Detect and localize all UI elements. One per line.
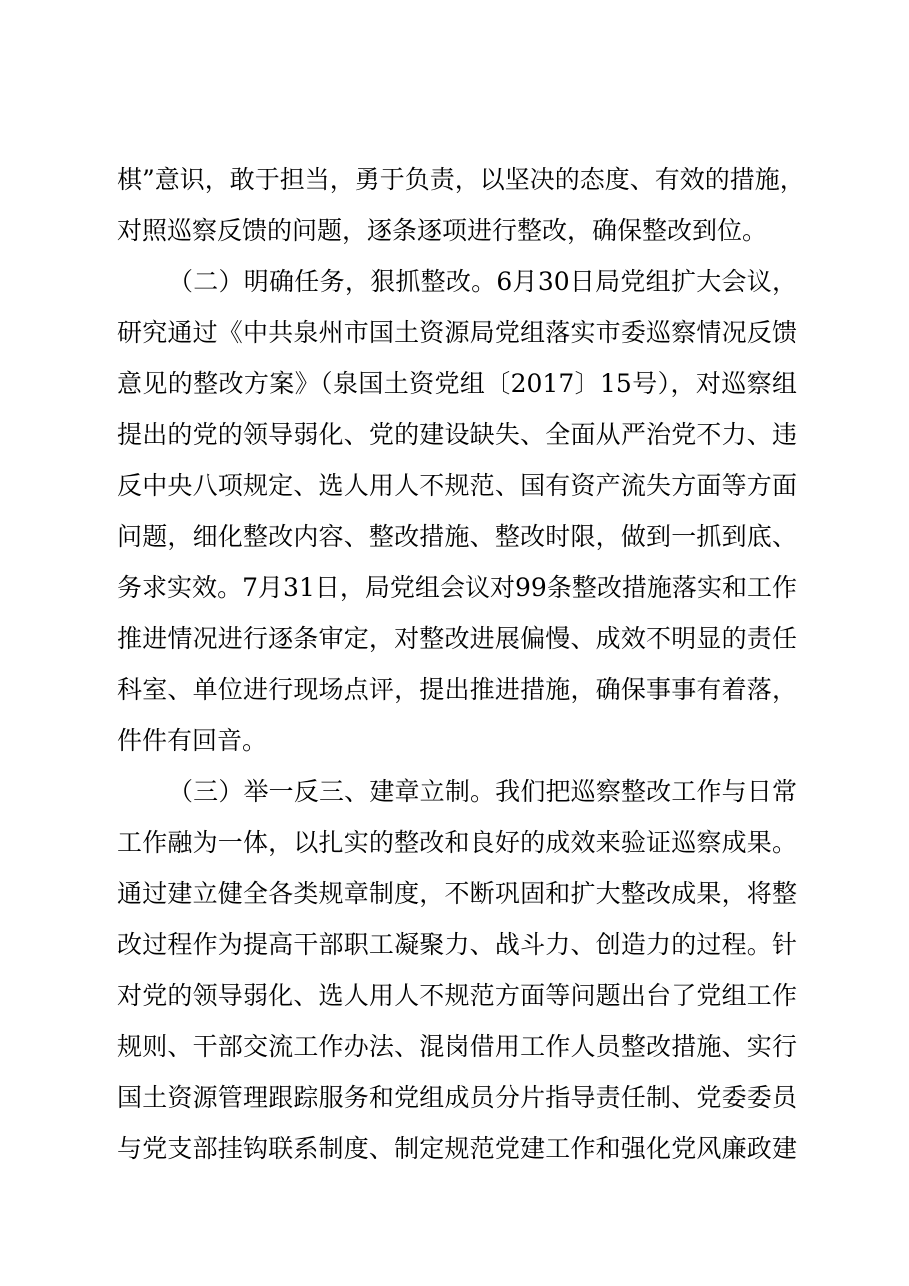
paragraph-line: 对照巡察反馈的问题，逐条逐项进行整改，确保整改到位。: [117, 216, 768, 245]
paragraph-line: 意见的整改方案》（泉国土资党组〔2017〕15号），对巡察组: [117, 369, 797, 398]
paragraph-line: 改过程作为提高干部职工凝聚力、战斗力、创造力的过程。针: [117, 930, 797, 959]
paragraph-line: （三）举一反三、建章立制。我们把巡察整改工作与日常: [168, 777, 797, 806]
paragraph-line: （二）明确任务，狠抓整改。6月30日局党组扩大会议，: [168, 267, 797, 296]
paragraph-line: 科室、单位进行现场点评，提出推进措施，确保事事有着落，: [117, 675, 797, 704]
paragraph-line: 研究通过《中共泉州市国土资源局党组落实市委巡察情况反馈: [117, 318, 797, 347]
paragraph-line: 推进情况进行逐条审定，对整改进展偏慢、成效不明显的责任: [117, 624, 797, 653]
paragraph-line: 规则、干部交流工作办法、混岗借用工作人员整改措施、实行: [117, 1032, 797, 1061]
paragraph-line: 工作融为一体，以扎实的整改和良好的成效来验证巡察成果。: [117, 828, 797, 857]
paragraph-line: 通过建立健全各类规章制度，不断巩固和扩大整改成果，将整: [117, 879, 797, 908]
paragraph-line: 反中央八项规定、选人用人不规范、国有资产流失方面等方面: [117, 471, 797, 500]
paragraph-line: 问题，细化整改内容、整改措施、整改时限，做到一抓到底、: [117, 522, 797, 551]
paragraph-line: 件件有回音。: [117, 726, 268, 755]
paragraph-line: 务求实效。7月31日，局党组会议对99条整改措施落实和工作: [117, 573, 797, 602]
paragraph-line: 棋”意识，敢于担当，勇于负责，以坚决的态度、有效的措施，: [117, 165, 805, 194]
paragraph-line: 国土资源管理跟踪服务和党组成员分片指导责任制、党委委员: [117, 1083, 797, 1112]
paragraph-line: 对党的领导弱化、选人用人不规范方面等问题出台了党组工作: [117, 981, 797, 1010]
paragraph-line: 提出的党的领导弱化、党的建设缺失、全面从严治党不力、违: [117, 420, 797, 449]
paragraph-line: 与党支部挂钩联系制度、制定规范党建工作和强化党风廉政建: [117, 1134, 797, 1163]
